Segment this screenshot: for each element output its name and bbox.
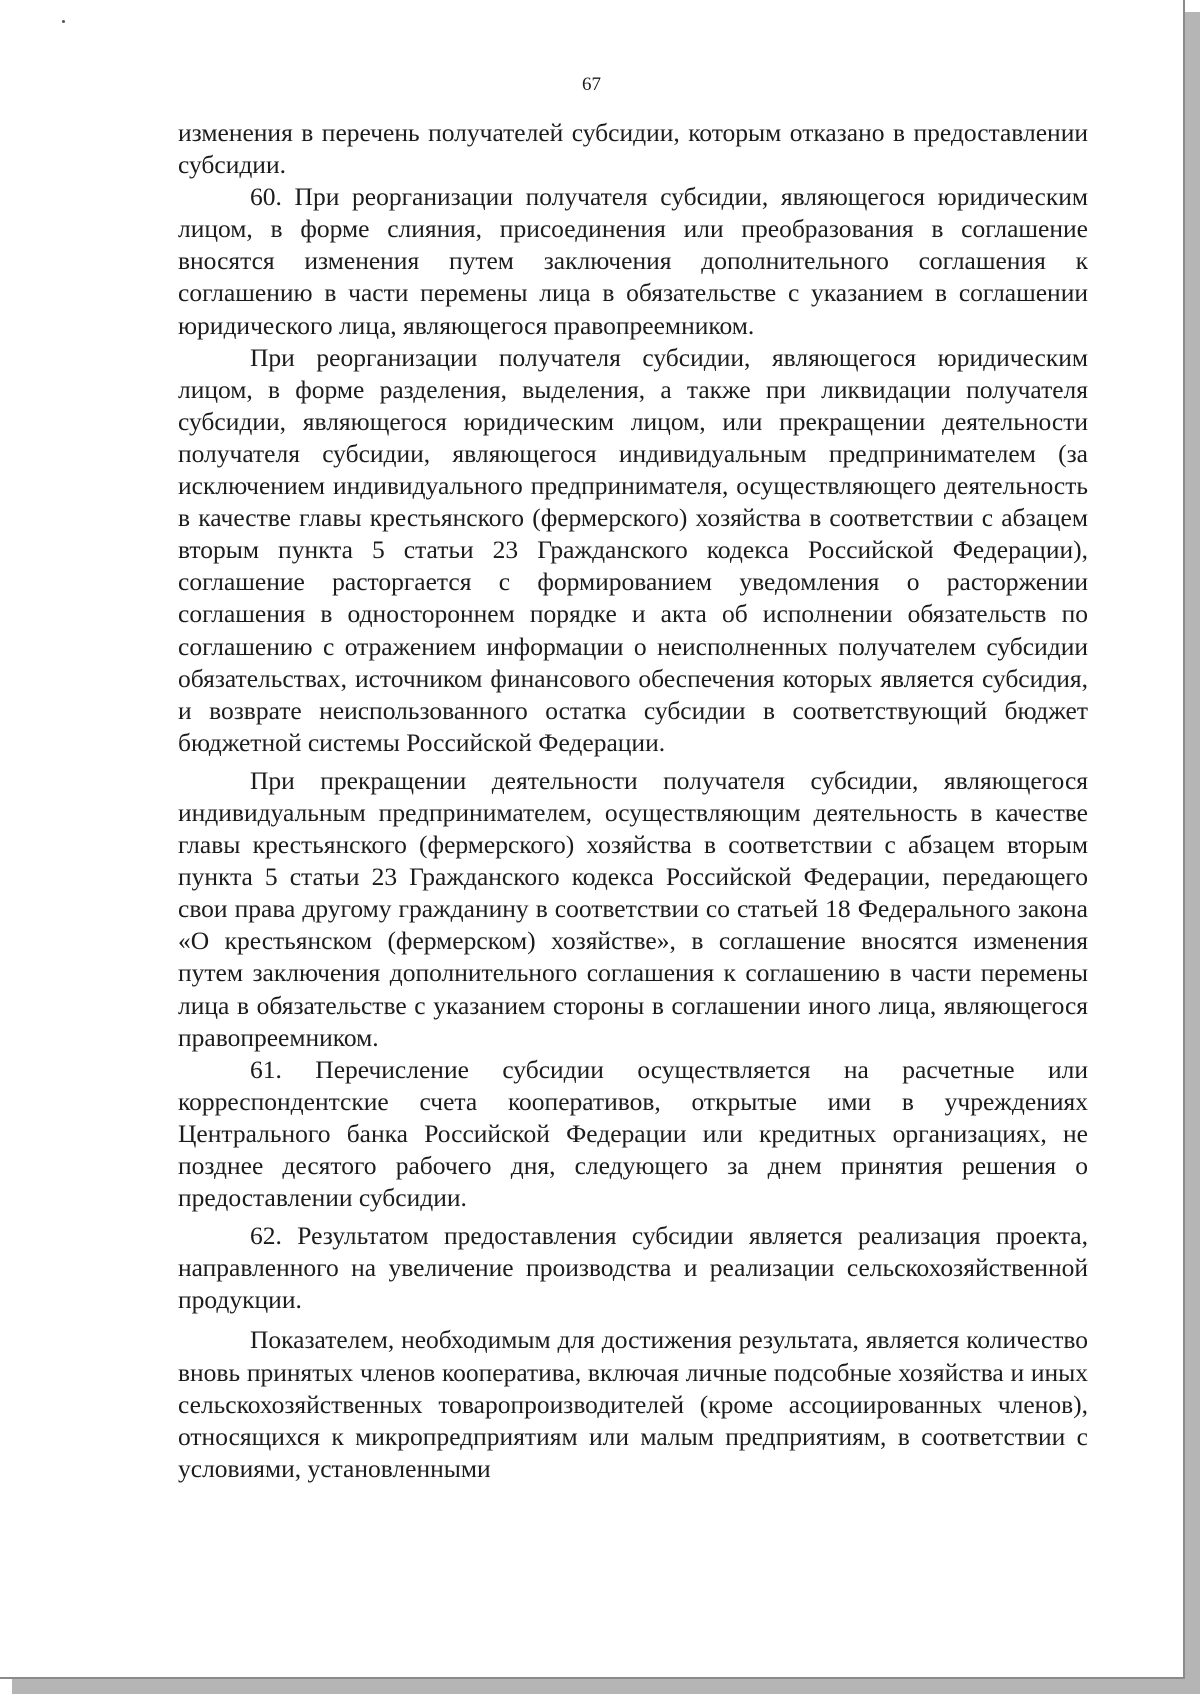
page-shadow-right	[1185, 12, 1200, 1694]
page-shadow-bottom	[12, 1679, 1200, 1694]
document-body	[178, 117, 1088, 1485]
paragraph-indicator: Показателем, необходимым для достижения результата, является количество вновь принятых членов кооператива, включая личные подсобные хозяйства и иных сельскохозяйственных товаропроизводителей (кроме ассоциированных членов), относящихся к микропредприятиям или малым предприятиям, в соответствии с условиями, установленными	[178, 1325, 1088, 1483]
paragraph-termination: При прекращении деятельности получателя субсидии, являющегося индивидуальным предпринимателем, осуществляющим деятельность в качестве главы крестьянского (фермерского) хозяйства в соответствии с абзацем вторым пункта 5 статьи 23 Гражданского кодекса Российской Федерации, передающего свои права другому гражданину в соответствии со статьей 18 Федерального закона «О крестьянском (фермерском) хозяйстве», в соглашение вносятся изменения путем заключения дополнительного соглашения к соглашению в части перемены лица в обязательстве с указанием стороны в соглашении иного лица, являющегося правопреемником.	[178, 765, 1088, 1052]
page-number: 67	[582, 74, 601, 95]
paragraph-continuation: изменения в перечень получателей субсидии, которым отказано в предоставлении субсидии.	[178, 118, 1088, 180]
scan-speck	[62, 20, 65, 23]
paragraph-61: 61. Перечисление субсидии осуществляется на расчетные или корреспондентские счета кооперативов, открытые ими в учреждениях Центрального банка Российской Федерации или кредитных организациях, не позднее десятого рабочего дня, следующего за днем принятия решения о предоставлении субсидии.	[178, 1054, 1088, 1213]
paragraph-60: 60. При реорганизации получателя субсидии, являющегося юридическим лицом, в форме слияния, присоединения или преобразования в соглашение вносятся изменения путем заключения дополнительного соглашения к соглашению в части перемены лица в обязательстве с указанием в соглашении юридического лица, являющегося правопреемником.	[178, 182, 1088, 340]
paragraph-reorganization: При реорганизации получателя субсидии, являющегося юридическим лицом, в форме разделения, выделения, а также при ликвидации получателя субсидии, являющегося юридическим лицом, или прекращении деятельности получателя субсидии, являющегося индивидуальным предпринимателем (за исключением индивидуального предпринимателя, осуществляющего деятельность в качестве главы крестьянского (фермерского) хозяйства в соответствии с абзацем вторым пункта 5 статьи 23 Гражданского кодекса Российской Федерации), соглашение расторгается с формированием уведомления о расторжении соглашения в одностороннем порядке и акта об исполнении обязательств по соглашению с отражением информации о неисполненных получателем субсидии обязательствах, источником финансового обеспечения которых является субсидия, и возврате неиспользованного остатка субсидии в соответствующий бюджет бюджетной системы Российской Федерации.	[178, 342, 1088, 757]
paragraph-62: 62. Результатом предоставления субсидии является реализация проекта, направленного на увеличение производства и реализации сельскохозяйственной продукции.	[178, 1221, 1088, 1315]
